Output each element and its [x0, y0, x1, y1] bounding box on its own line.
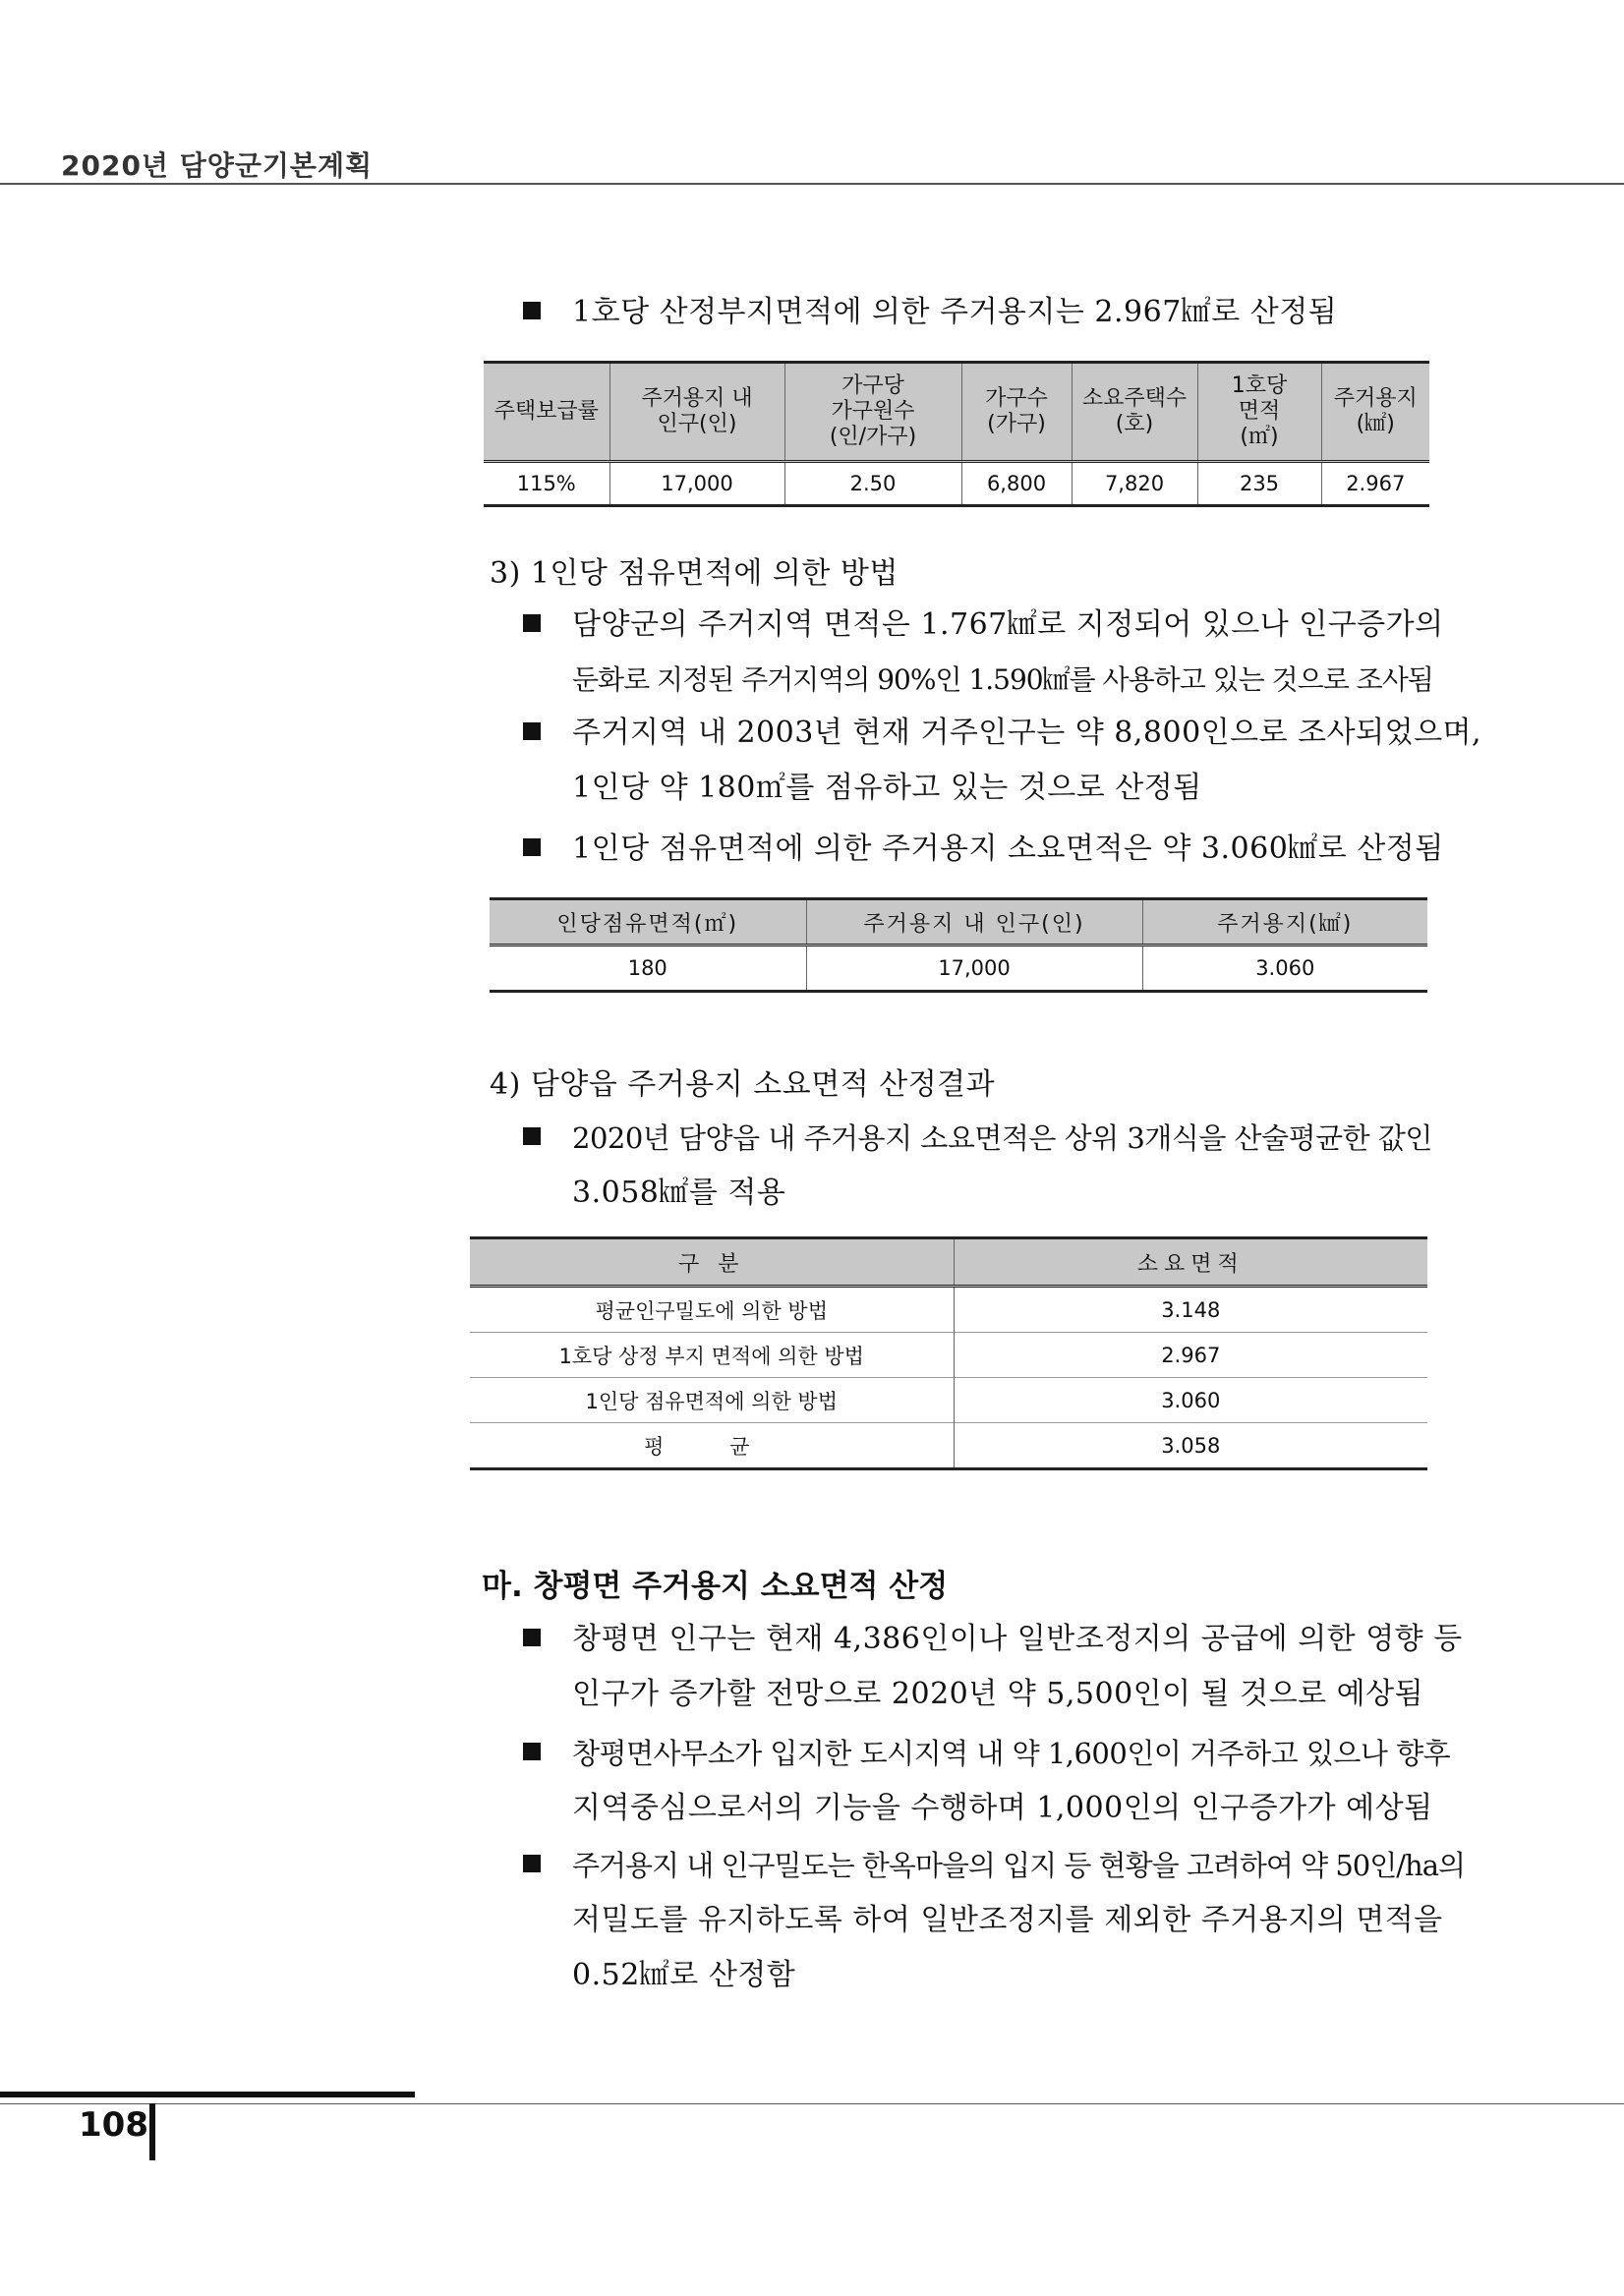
- table-cell: 3.148: [954, 1287, 1427, 1333]
- bullet-text: 1호당 산정부지면적에 의한 주거용지는 2.967㎢로 산정됨: [572, 295, 1338, 329]
- table-row: [484, 462, 1429, 506]
- sub3-bullet-1: [523, 598, 1447, 708]
- header-divider: [0, 183, 1624, 185]
- sub3-bullet-2: [523, 706, 1482, 816]
- table-header-cell: 구 분: [470, 1238, 954, 1287]
- sub4-bullet-1: [523, 1111, 1447, 1221]
- table-cell: 6,800: [961, 462, 1072, 506]
- table-cell: 7,820: [1072, 462, 1197, 506]
- bullet-square-icon: [523, 614, 541, 632]
- per-capita-area-table: [490, 897, 1427, 993]
- table-cell: 1인당 점유면적에 의한 방법: [470, 1378, 954, 1423]
- bullet-text-line: 지역중심으로서의 기능을 수행하며 1,000인의 인구증가가 예상됨: [572, 1791, 1433, 1825]
- table-cell: 17,000: [609, 462, 784, 506]
- running-header-title: 2020년 담양군기본계획: [61, 149, 374, 182]
- section-ma-bullet-3: [523, 1838, 1465, 2003]
- table-cell: 235: [1197, 462, 1321, 506]
- table-header-cell: 주거용지 (㎢): [1321, 363, 1429, 462]
- subsection-3-title: 3) 1인당 점유면적에 의한 방법: [490, 556, 899, 591]
- table-cell: 3.058: [954, 1423, 1427, 1469]
- bullet-square-icon: [523, 1127, 541, 1145]
- table-row: [470, 1287, 1427, 1333]
- bullet-text-line: 2020년 담양읍 내 주거용지 소요면적은 상위 3개식을 산술평균한 값인: [572, 1121, 1432, 1155]
- result-summary-table: [470, 1236, 1427, 1470]
- footer-divider: [0, 2103, 1624, 2104]
- table-cell: 2.967: [954, 1333, 1427, 1378]
- table-cell: 1호당 상정 부지 면적에 의한 방법: [470, 1333, 954, 1378]
- bullet-square-icon: [523, 1855, 541, 1872]
- section-heading: 마. 창평면 주거용지 소요면적 산정: [482, 1569, 949, 1604]
- intro-bullet: [523, 285, 1447, 340]
- table-header-row: [470, 1238, 1427, 1287]
- table-header-row: [484, 363, 1429, 462]
- table-row: [470, 1378, 1427, 1423]
- table-header-cell: 주택보급률: [484, 363, 609, 462]
- bullet-text-line: 주거지역 내 2003년 현재 거주인구는 약 8,800인으로 조사되었으며,: [572, 716, 1482, 750]
- bullet-text-line: 둔화로 지정된 주거지역의 90%인 1.590㎢를 사용하고 있는 것으로 조사됨: [572, 663, 1433, 696]
- section-ma-bullet-2: [523, 1726, 1451, 1836]
- table-header-row: [490, 899, 1427, 946]
- bullet-text-line: 1인당 점유면적에 의한 주거용지 소요면적은 약 3.060㎢로 산정됨: [572, 832, 1444, 866]
- table-header-cell: 1호당 면적 (㎡): [1197, 363, 1321, 462]
- bullet-text-line: 저밀도를 유지하도록 하여 일반조정지를 제외한 주거용지의 면적을: [572, 1903, 1443, 1937]
- table-header-cell: 소요면적: [954, 1238, 1427, 1287]
- table-header-cell: 가구수 (가구): [961, 363, 1072, 462]
- table-cell: 2.50: [784, 462, 961, 506]
- housing-calc-table: [484, 361, 1429, 507]
- table-cell: 17,000: [806, 946, 1142, 992]
- table-header-cell: 주거용지(㎢): [1142, 899, 1427, 946]
- table-cell: 평균인구밀도에 의한 방법: [470, 1287, 954, 1333]
- bullet-text-line: 주거용지 내 인구밀도는 한옥마을의 입지 등 현황을 고려하여 약 50인/ha의: [572, 1849, 1465, 1882]
- footer-accent-bar: [0, 2092, 415, 2097]
- table-header-cell: 주거용지 내 인구(인): [806, 899, 1142, 946]
- bullet-square-icon: [523, 722, 541, 740]
- page-number: 108: [79, 2105, 148, 2145]
- table-header-cell: 주거용지 내 인구(인): [609, 363, 784, 462]
- bullet-text-line: 창평면사무소가 입지한 도시지역 내 약 1,600인이 거주하고 있으나 향후: [572, 1737, 1451, 1770]
- subsection-4-title: 4) 담양읍 주거용지 소요면적 산정결과: [490, 1067, 996, 1102]
- bullet-square-icon: [523, 1743, 541, 1760]
- table-cell: 평 균: [470, 1423, 954, 1469]
- table-row: [470, 1333, 1427, 1378]
- table-row: [490, 946, 1427, 992]
- bullet-text-line: 인구가 증가할 전망으로 2020년 약 5,500인이 될 것으로 예상됨: [572, 1677, 1424, 1711]
- bullet-square-icon: [523, 1629, 541, 1646]
- sub3-bullet-3: [523, 822, 1447, 877]
- bullet-text-line: 3.058㎢를 적용: [572, 1176, 786, 1210]
- bullet-text-line: 창평면 인구는 현재 4,386인이나 일반조정지의 공급에 의한 영향 등: [572, 1622, 1463, 1656]
- table-cell: 3.060: [1142, 946, 1427, 992]
- table-cell: 180: [490, 946, 806, 992]
- table-cell: 3.060: [954, 1378, 1427, 1423]
- bullet-text-line: 0.52㎢로 산정함: [572, 1958, 796, 1992]
- table-cell: 2.967: [1321, 462, 1429, 506]
- table-header-cell: 인당점유면적(㎡): [490, 899, 806, 946]
- bullet-square-icon: [523, 302, 541, 319]
- section-ma-bullet-1: [523, 1612, 1463, 1722]
- page-number-bar: [149, 2103, 155, 2160]
- bullet-text-line: 담양군의 주거지역 면적은 1.767㎢로 지정되어 있으나 인구증가의: [572, 607, 1444, 642]
- table-cell: 115%: [484, 462, 609, 506]
- table-header-cell: 가구당 가구원수 (인/가구): [784, 363, 961, 462]
- table-header-cell: 소요주택수 (호): [1072, 363, 1197, 462]
- bullet-text-line: 1인당 약 180㎡를 점유하고 있는 것으로 산정됨: [572, 771, 1202, 805]
- table-row: [470, 1423, 1427, 1469]
- bullet-square-icon: [523, 838, 541, 856]
